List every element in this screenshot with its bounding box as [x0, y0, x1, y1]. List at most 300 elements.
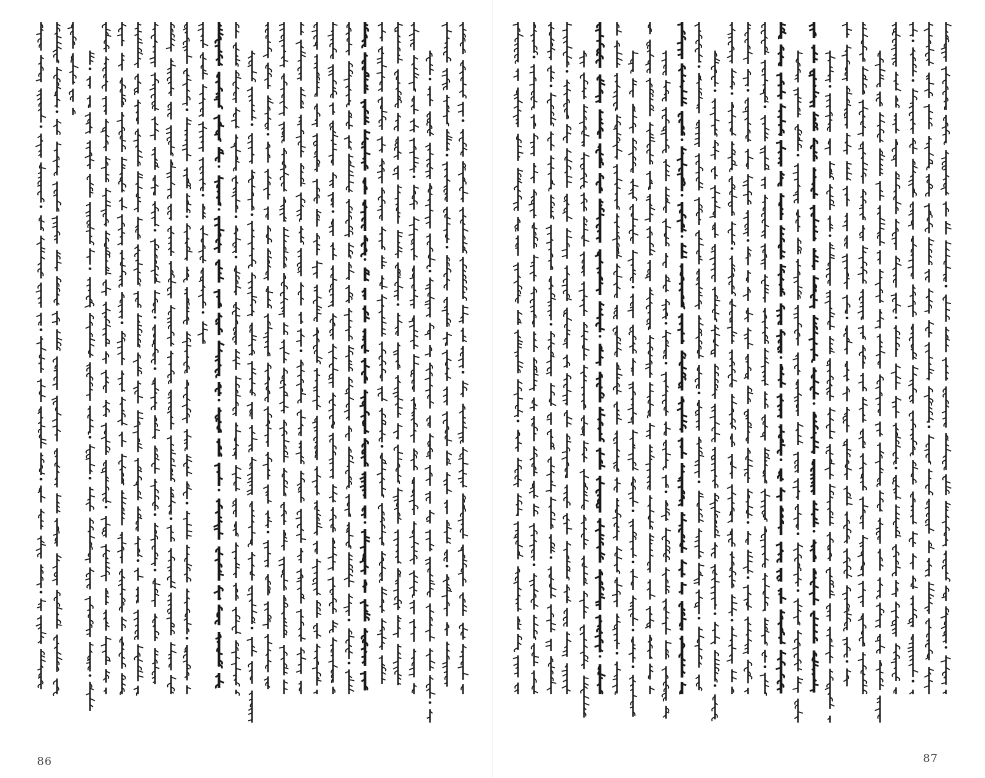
text-column	[164, 22, 179, 737]
glyph-stroke	[678, 329, 683, 330]
glyph-stroke	[333, 369, 338, 371]
punctuation-dot	[202, 311, 205, 314]
mongolian-script-column	[229, 22, 244, 737]
text-column	[511, 22, 526, 737]
punctuation-dot	[665, 362, 668, 365]
punctuation-dot	[153, 316, 156, 319]
glyph-stroke	[600, 433, 602, 434]
glyph-stroke	[628, 459, 633, 460]
glyph-stroke	[41, 632, 46, 633]
mongolian-script-column	[659, 22, 674, 737]
glyph-stroke	[155, 584, 160, 585]
punctuation-dot	[88, 674, 91, 677]
glyph-stroke	[414, 356, 419, 357]
mongolian-script-column	[164, 22, 179, 737]
punctuation-dot	[429, 701, 432, 704]
text-column	[99, 22, 114, 737]
text-column	[423, 22, 438, 737]
glyph-stroke	[36, 144, 41, 146]
left-page-text-columns	[34, 22, 472, 737]
punctuation-dot	[681, 194, 684, 197]
punctuation-dot	[88, 67, 91, 70]
punctuation-dot	[40, 205, 43, 208]
punctuation-dot	[218, 165, 221, 168]
punctuation-dot	[550, 85, 553, 88]
glyph-stroke	[219, 273, 222, 274]
glyph-stroke	[597, 317, 601, 318]
glyph-stroke	[363, 330, 365, 331]
text-column	[34, 22, 49, 737]
punctuation-dot	[681, 235, 684, 238]
glyph-stroke	[682, 618, 687, 619]
mongolian-script-column	[527, 22, 542, 737]
punctuation-dot	[461, 371, 464, 374]
glyph-stroke	[666, 642, 671, 643]
punctuation-dot	[364, 258, 367, 261]
glyph-stroke	[365, 605, 368, 606]
punctuation-dot	[397, 303, 400, 306]
glyph-stroke	[617, 53, 622, 55]
glyph-stroke	[584, 134, 589, 136]
glyph-stroke	[617, 58, 622, 60]
text-column	[310, 22, 325, 737]
glyph-stroke	[363, 158, 365, 159]
punctuation-dot	[153, 367, 156, 370]
glyph-stroke	[584, 348, 589, 350]
punctuation-dot	[533, 56, 536, 59]
glyph-stroke	[682, 333, 685, 334]
glyph-stroke	[362, 656, 366, 657]
glyph-stroke	[545, 645, 550, 646]
mongolian-script-column	[180, 22, 195, 737]
punctuation-dot	[348, 619, 351, 622]
glyph-stroke	[217, 471, 219, 472]
glyph-stroke	[344, 79, 349, 81]
glyph-stroke	[219, 177, 224, 178]
glyph-stroke	[219, 125, 224, 126]
glyph-stroke	[661, 133, 666, 134]
glyph-stroke	[628, 259, 633, 261]
glyph-stroke	[365, 350, 369, 351]
mongolian-script-column	[423, 22, 438, 737]
punctuation-dot	[632, 665, 635, 668]
glyph-stroke	[682, 647, 684, 648]
right-page	[493, 0, 985, 778]
text-column	[245, 22, 260, 737]
glyph-stroke	[562, 670, 567, 671]
punctuation-dot	[632, 509, 635, 512]
glyph-stroke	[328, 35, 333, 36]
glyph-stroke	[279, 124, 284, 126]
text-column	[294, 22, 309, 737]
glyph-stroke	[596, 362, 600, 363]
glyph-stroke	[633, 185, 638, 186]
glyph-stroke	[279, 313, 284, 314]
mongolian-script-column	[245, 22, 260, 737]
text-column	[358, 22, 373, 737]
text-column	[643, 22, 658, 737]
glyph-stroke	[447, 136, 452, 138]
punctuation-dot	[380, 445, 383, 448]
glyph-stroke	[361, 514, 365, 515]
text-column	[212, 22, 227, 737]
glyph-stroke	[219, 598, 221, 599]
punctuation-dot	[429, 270, 432, 273]
text-column	[261, 22, 276, 737]
glyph-stroke	[68, 27, 73, 29]
mongolian-script-column	[196, 22, 211, 737]
glyph-stroke	[328, 567, 333, 569]
glyph-stroke	[217, 641, 219, 642]
punctuation-dot	[186, 502, 189, 505]
right-page-text-columns	[511, 22, 955, 737]
glyph-stroke	[710, 416, 715, 418]
glyph-stroke	[122, 423, 127, 425]
text-column	[277, 22, 292, 737]
mongolian-script-column	[310, 22, 325, 737]
glyph-stroke	[682, 153, 684, 154]
glyph-stroke	[463, 463, 468, 464]
mongolian-script-column	[261, 22, 276, 737]
glyph-stroke	[617, 276, 622, 277]
glyph-stroke	[430, 693, 435, 695]
glyph-stroke	[518, 361, 523, 363]
text-column	[577, 22, 592, 737]
glyph-stroke	[596, 617, 601, 618]
glyph-stroke	[600, 387, 603, 388]
punctuation-dot	[550, 556, 553, 559]
glyph-stroke	[365, 392, 368, 393]
text-column	[391, 22, 406, 737]
glyph-stroke	[344, 606, 349, 607]
punctuation-dot	[186, 108, 189, 111]
text-column	[50, 22, 65, 737]
glyph-stroke	[215, 45, 219, 46]
glyph-stroke	[600, 283, 603, 284]
glyph-stroke	[236, 378, 241, 379]
punctuation-dot	[714, 612, 717, 615]
glyph-stroke	[596, 40, 600, 41]
text-column	[66, 22, 81, 737]
mongolian-script-column	[375, 22, 390, 737]
punctuation-dot	[698, 392, 701, 395]
glyph-stroke	[545, 641, 550, 643]
glyph-stroke	[628, 408, 633, 410]
punctuation-dot	[599, 335, 602, 338]
glyph-stroke	[328, 579, 333, 580]
glyph-stroke	[682, 684, 686, 685]
punctuation-dot	[40, 125, 43, 128]
glyph-stroke	[84, 305, 89, 307]
mongolian-script-column	[560, 22, 575, 737]
mongolian-script-column	[643, 22, 658, 737]
glyph-stroke	[365, 76, 369, 77]
glyph-stroke	[317, 356, 322, 358]
glyph-stroke	[650, 595, 655, 597]
glyph-stroke	[578, 290, 583, 292]
glyph-stroke	[365, 79, 368, 80]
punctuation-dot	[267, 531, 270, 534]
mongolian-script-column	[358, 22, 373, 737]
text-column	[148, 22, 163, 737]
punctuation-dot	[364, 521, 367, 524]
punctuation-dot	[105, 506, 108, 509]
punctuation-dot	[445, 154, 448, 157]
glyph-stroke	[677, 42, 682, 43]
glyph-stroke	[392, 173, 397, 175]
glyph-stroke	[600, 620, 602, 621]
text-column	[326, 22, 341, 737]
glyph-stroke	[529, 203, 534, 205]
punctuation-dot	[714, 89, 717, 92]
glyph-stroke	[219, 230, 224, 231]
glyph-stroke	[678, 54, 682, 55]
punctuation-dot	[632, 286, 635, 289]
mongolian-script-column	[342, 22, 357, 737]
glyph-stroke	[217, 191, 219, 192]
glyph-stroke	[216, 638, 220, 639]
glyph-stroke	[678, 480, 683, 481]
mongolian-script-column	[99, 22, 114, 737]
text-column	[229, 22, 244, 737]
glyph-stroke	[678, 486, 682, 487]
glyph-stroke	[600, 677, 603, 678]
text-column	[83, 22, 98, 737]
text-column	[626, 22, 641, 737]
left-page	[0, 0, 492, 778]
glyph-stroke	[518, 152, 523, 153]
text-column	[593, 22, 608, 737]
text-column	[708, 22, 723, 737]
punctuation-dot	[348, 662, 351, 665]
punctuation-dot	[186, 215, 189, 218]
punctuation-dot	[234, 215, 237, 218]
punctuation-dot	[632, 561, 635, 564]
glyph-stroke	[41, 442, 46, 444]
glyph-stroke	[349, 165, 354, 167]
mongolian-script-column	[294, 22, 309, 737]
punctuation-dot	[234, 256, 237, 259]
glyph-stroke	[171, 651, 176, 653]
mongolian-script-column	[50, 22, 65, 737]
punctuation-dot	[88, 477, 91, 480]
glyph-stroke	[562, 285, 567, 286]
mongolian-script-column	[326, 22, 341, 737]
punctuation-dot	[429, 78, 432, 81]
glyph-stroke	[628, 310, 633, 311]
glyph-stroke	[361, 481, 365, 482]
punctuation-dot	[332, 210, 335, 213]
text-column	[610, 22, 625, 737]
punctuation-dot	[461, 119, 464, 122]
glyph-stroke	[682, 471, 685, 472]
glyph-stroke	[463, 307, 468, 308]
glyph-stroke	[682, 584, 687, 585]
glyph-stroke	[317, 526, 322, 528]
punctuation-dot	[153, 569, 156, 572]
glyph-stroke	[597, 268, 600, 269]
glyph-stroke	[682, 665, 685, 666]
glyph-stroke	[457, 104, 462, 106]
glyph-stroke	[617, 179, 622, 181]
text-column	[196, 22, 211, 737]
punctuation-dot	[599, 655, 602, 658]
glyph-stroke	[360, 405, 365, 406]
glyph-stroke	[217, 296, 220, 297]
punctuation-dot	[251, 123, 254, 126]
mongolian-script-column	[34, 22, 49, 737]
punctuation-dot	[88, 436, 91, 439]
punctuation-dot	[153, 229, 156, 232]
mongolian-script-column	[277, 22, 292, 737]
glyph-stroke	[295, 518, 300, 519]
glyph-stroke	[311, 123, 316, 125]
glyph-stroke	[441, 596, 446, 597]
glyph-stroke	[644, 219, 649, 221]
glyph-stroke	[363, 295, 365, 296]
mongolian-script-column	[148, 22, 163, 737]
punctuation-dot	[137, 559, 140, 562]
glyph-stroke	[198, 333, 203, 335]
mongolian-script-column	[511, 22, 526, 737]
mongolian-script-column	[708, 22, 723, 737]
glyph-stroke	[682, 574, 685, 575]
punctuation-dot	[88, 267, 91, 270]
glyph-stroke	[633, 501, 638, 503]
text-column	[131, 22, 146, 737]
glyph-stroke	[284, 440, 289, 442]
punctuation-dot	[186, 637, 189, 640]
mongolian-script-column	[407, 22, 422, 737]
left-page-number: 86	[37, 755, 52, 768]
glyph-stroke	[414, 218, 419, 220]
glyph-stroke	[365, 651, 367, 652]
glyph-stroke	[268, 101, 273, 103]
glyph-stroke	[149, 57, 154, 59]
glyph-stroke	[680, 265, 682, 267]
punctuation-dot	[121, 321, 124, 324]
glyph-stroke	[710, 216, 715, 217]
glyph-stroke	[73, 66, 78, 68]
mongolian-script-column	[66, 22, 81, 737]
mongolian-script-column	[675, 22, 690, 737]
punctuation-dot	[413, 175, 416, 178]
text-column	[675, 22, 690, 737]
punctuation-dot	[533, 563, 536, 566]
glyph-stroke	[219, 653, 223, 654]
glyph-stroke	[100, 546, 105, 547]
mongolian-script-column	[544, 22, 559, 737]
glyph-stroke	[138, 676, 143, 677]
punctuation-dot	[218, 208, 221, 211]
mongolian-script-column	[610, 22, 625, 737]
punctuation-dot	[615, 652, 618, 655]
glyph-stroke	[678, 24, 683, 25]
glyph-stroke	[715, 206, 720, 208]
punctuation-dot	[665, 322, 668, 325]
mongolian-script-column	[440, 22, 455, 737]
punctuation-dot	[632, 629, 635, 632]
glyph-stroke	[596, 604, 600, 605]
glyph-stroke	[215, 134, 220, 135]
glyph-stroke	[155, 281, 160, 282]
glyph-stroke	[679, 525, 682, 526]
punctuation-dot	[40, 591, 43, 594]
glyph-stroke	[279, 559, 284, 561]
text-column	[560, 22, 575, 737]
glyph-stroke	[598, 272, 601, 273]
glyph-stroke	[216, 501, 219, 502]
glyph-stroke	[567, 216, 572, 218]
glyph-stroke	[363, 495, 365, 496]
glyph-stroke	[365, 537, 370, 538]
mongolian-script-column	[692, 22, 707, 737]
text-column	[180, 22, 195, 737]
punctuation-dot	[517, 420, 520, 423]
glyph-stroke	[680, 628, 682, 629]
mongolian-script-column	[577, 22, 592, 737]
glyph-stroke	[600, 397, 603, 398]
glyph-stroke	[584, 703, 589, 705]
glyph-stroke	[284, 352, 289, 354]
text-column	[115, 22, 130, 737]
punctuation-dot	[566, 70, 569, 73]
glyph-stroke	[425, 304, 430, 305]
text-column	[375, 22, 390, 737]
glyph-stroke	[617, 374, 622, 376]
glyph-stroke	[230, 145, 235, 147]
text-column	[440, 22, 455, 737]
glyph-stroke	[138, 576, 143, 577]
glyph-stroke	[682, 514, 685, 515]
glyph-stroke	[710, 257, 715, 259]
glyph-stroke	[584, 154, 589, 156]
glyph-stroke	[562, 457, 567, 459]
glyph-stroke	[252, 438, 257, 439]
glyph-stroke	[361, 212, 366, 213]
glyph-stroke	[349, 636, 354, 637]
glyph-stroke	[317, 263, 322, 264]
punctuation-dot	[218, 399, 221, 402]
glyph-stroke	[295, 453, 300, 455]
glyph-stroke	[363, 424, 365, 425]
glyph-stroke	[551, 588, 556, 590]
glyph-stroke	[600, 329, 605, 330]
glyph-stroke	[215, 465, 220, 466]
mongolian-script-column	[391, 22, 406, 737]
glyph-stroke	[263, 624, 268, 625]
punctuation-dot	[40, 478, 43, 481]
glyph-stroke	[263, 464, 268, 465]
glyph-stroke	[596, 507, 600, 508]
glyph-stroke	[409, 674, 414, 675]
mongolian-script-column	[212, 22, 227, 737]
glyph-stroke	[409, 82, 414, 84]
glyph-stroke	[597, 495, 600, 496]
text-column	[407, 22, 422, 737]
glyph-stroke	[409, 234, 414, 235]
punctuation-dot	[681, 138, 684, 141]
glyph-stroke	[382, 398, 387, 400]
glyph-stroke	[617, 584, 622, 586]
punctuation-dot	[299, 349, 302, 352]
text-column	[692, 22, 707, 737]
punctuation-dot	[40, 328, 43, 331]
glyph-stroke	[219, 392, 222, 393]
glyph-stroke	[633, 468, 638, 470]
glyph-stroke	[710, 502, 715, 504]
punctuation-dot	[218, 489, 221, 492]
